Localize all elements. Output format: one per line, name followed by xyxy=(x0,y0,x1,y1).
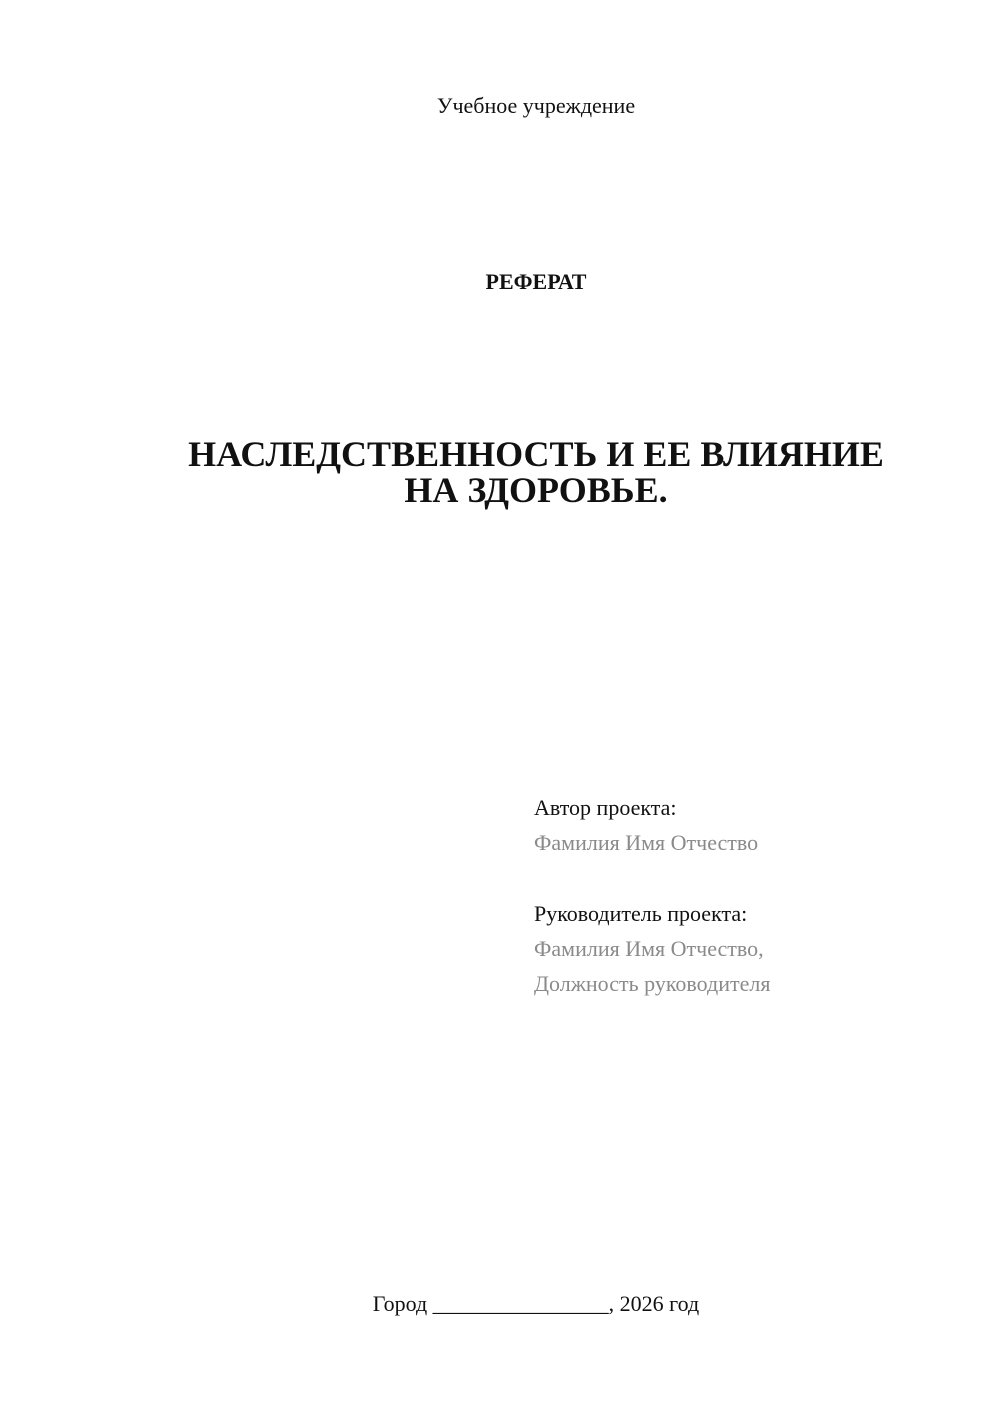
supervisor-name: Фамилия Имя Отчество, xyxy=(534,936,764,961)
project-info xyxy=(534,790,974,1001)
city-year-line: Город ________________, 2026 год xyxy=(372,1291,700,1316)
topic-title-line-1: НАСЛЕДСТВЕННОСТЬ И ЕЕ ВЛИЯНИЕ xyxy=(188,434,884,474)
institution-name: Учебное учреждение xyxy=(436,93,636,118)
spacer xyxy=(534,860,974,896)
topic-title-line-2: НА ЗДОРОВЬЕ. xyxy=(404,470,668,510)
supervisor-position: Должность руководителя xyxy=(534,971,771,996)
supervisor-label: Руководитель проекта: xyxy=(534,901,748,926)
topic-title xyxy=(0,436,1000,508)
author-label: Автор проекта: xyxy=(534,795,677,820)
document-type: РЕФЕРАТ xyxy=(485,269,587,294)
author-name: Фамилия Имя Отчество xyxy=(534,830,759,855)
